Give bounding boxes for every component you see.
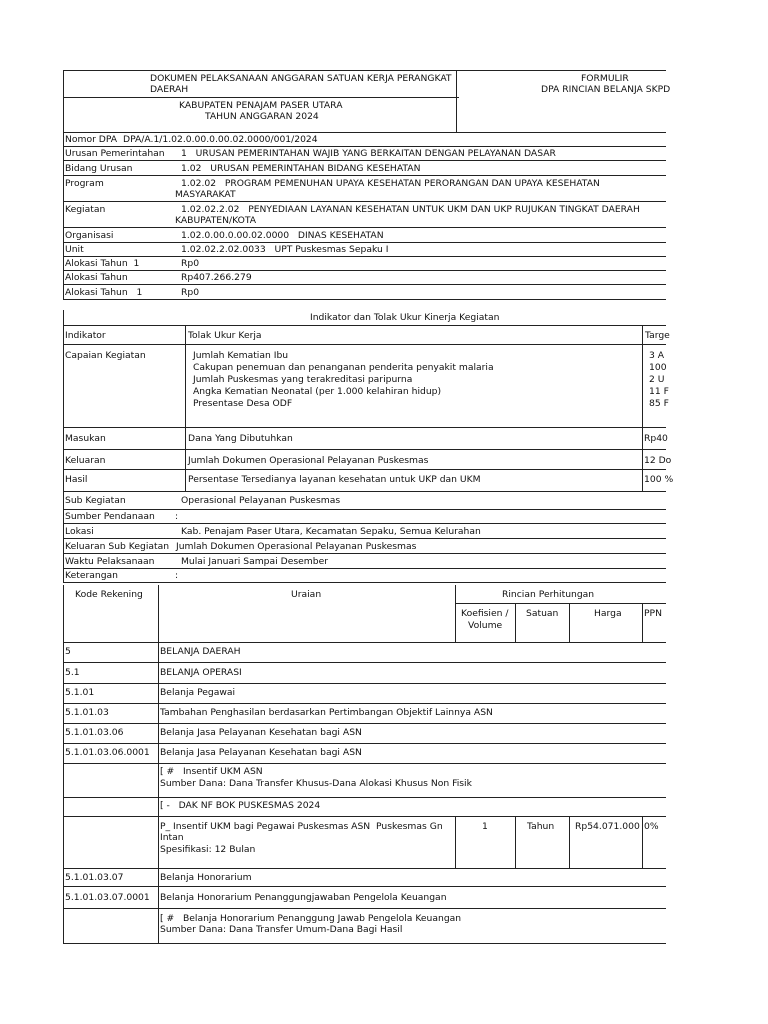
uraian-cell: Belanja Honorarium Penanggungjawaban Pengelola Keuangan xyxy=(160,892,447,903)
item-ppn: 0% xyxy=(644,821,659,832)
info-section xyxy=(63,133,666,300)
group-source: Sumber Dana: Dana Transfer Umum-Dana Bagi Hasil xyxy=(160,924,403,935)
hasil-label: Hasil xyxy=(65,474,88,485)
doc-title-line2: DAERAH xyxy=(150,84,189,95)
info-value: Rp0 xyxy=(181,287,200,298)
table-group-row xyxy=(64,798,666,817)
rincian-header: Rincian Perhitungan xyxy=(502,589,595,600)
info-label: Program xyxy=(65,178,104,189)
tolak-ukur-col-header: Tolak Ukur Kerja xyxy=(188,330,262,341)
item-koefisien: 1 xyxy=(482,821,488,832)
info-value: 1.02.02.2.02 PENYEDIAAN LAYANAN KESEHATAN UNTUK UKM DAN UKP RUJUKAN TINGKAT DAERAH xyxy=(181,204,640,215)
sub-label: Keterangan xyxy=(65,570,118,581)
indikator-col-header: Indikator xyxy=(65,330,106,341)
kode-cell: 5.1.01.03.07.0001 xyxy=(65,892,150,903)
kode-cell: 5.1.01.03.06 xyxy=(65,727,124,738)
hasil-row xyxy=(64,470,674,492)
uraian-cell: Belanja Pegawai xyxy=(160,687,236,698)
sub-value: : xyxy=(175,511,179,522)
indikator-title-row xyxy=(64,310,666,326)
kode-cell: 5.1.01.03.06.0001 xyxy=(65,747,150,758)
header-divider-h xyxy=(64,97,459,98)
indikator-section-title: Indikator dan Tolak Ukur Kinerja Kegiatan xyxy=(310,312,500,323)
info-value: 1.02.02 PROGRAM PEMENUHAN UPAYA KESEHATAN PERORANGAN DAN UPAYA KESEHATAN xyxy=(181,178,600,189)
info-row-unit xyxy=(64,243,666,257)
info-value: 1.02 URUSAN PEMERINTAHAN BIDANG KESEHATAN xyxy=(181,163,421,174)
info-row-urusan xyxy=(64,147,666,161)
table-group-row xyxy=(64,764,666,798)
doc-title-line1: DOKUMEN PELAKSANAAN ANGGARAN SATUAN KERJA PERANGKAT xyxy=(150,73,452,84)
volume-header: Volume xyxy=(468,620,503,631)
keluaran-value: Jumlah Dokumen Operasional Pelayanan Puskesmas xyxy=(188,455,429,466)
uraian-cell: BELANJA OPERASI xyxy=(160,667,242,678)
info-row-alokasi-2 xyxy=(64,285,666,300)
tahun-anggaran-label: TAHUN ANGGARAN 2024 xyxy=(205,111,319,122)
info-label: Alokasi Tahun 1 xyxy=(65,258,140,269)
header-divider-v xyxy=(456,71,457,132)
uraian-header: Uraian xyxy=(291,589,322,600)
sub-label: Sumber Pendanaan xyxy=(65,511,155,522)
uraian-cell: BELANJA DAERAH xyxy=(160,646,241,657)
info-value: Rp407.266.279 xyxy=(181,272,252,283)
capaian-item: Jumlah Kematian Ibu xyxy=(193,350,289,361)
capaian-target: 3 A xyxy=(649,350,665,361)
kabupaten-label: KABUPATEN PENAJAM PASER UTARA xyxy=(179,100,343,111)
keluaran-row xyxy=(64,450,672,470)
capaian-item: Jumlah Puskesmas yang terakreditasi paripurna xyxy=(193,374,413,385)
formulir-label: FORMULIR xyxy=(581,73,629,84)
table-row xyxy=(64,887,666,909)
info-row-kegiatan xyxy=(64,202,666,228)
sub-label: Lokasi xyxy=(65,526,94,537)
sub-value: Operasional Pelayanan Puskesmas xyxy=(181,495,341,506)
kode-cell: 5 xyxy=(65,646,71,657)
target-col-header: Targe xyxy=(645,330,670,341)
capaian-row xyxy=(64,345,669,428)
capaian-item: Presentase Desa ODF xyxy=(193,398,293,409)
masukan-label: Masukan xyxy=(65,433,106,444)
capaian-item: Cakupan penemuan dan penanganan penderita penyakit malaria xyxy=(193,362,494,373)
satuan-header: Satuan xyxy=(526,608,559,619)
item-spec: Spesifikasi: 12 Bulan xyxy=(160,844,256,855)
info-value: 1.02.0.00.0.00.02.0000 DINAS KESEHATAN xyxy=(181,230,384,241)
sub-row-lokasi xyxy=(64,524,666,539)
uraian-cell: Belanja Jasa Pelayanan Kesehatan bagi ASN xyxy=(160,727,362,738)
item-name: P_ Insentif UKM bagi Pegawai Puskesmas ASN Puskesmas Gn xyxy=(160,821,443,832)
capaian-target: 2 U xyxy=(649,374,665,385)
hasil-target: 100 % xyxy=(644,474,674,485)
info-label: Organisasi xyxy=(65,230,114,241)
item-harga: Rp54.071.000 xyxy=(575,821,640,832)
info-row-organisasi xyxy=(64,228,666,243)
uraian-cell: Belanja Honorarium xyxy=(160,872,252,883)
sub-row-waktu xyxy=(64,554,666,569)
capaian-target: 100 xyxy=(649,362,667,373)
harga-header: Harga xyxy=(594,608,622,619)
info-value: 1 URUSAN PEMERINTAHAN WAJIB YANG BERKAITAN DENGAN PELAYANAN DASAR xyxy=(181,148,556,159)
formulir-name: DPA RINCIAN BELANJA SKPD xyxy=(541,84,671,95)
header-block xyxy=(63,70,671,133)
kode-cell: 5.1 xyxy=(65,667,80,678)
table-header xyxy=(64,585,666,643)
group-title: [ - DAK NF BOK PUSKESMAS 2024 xyxy=(160,800,321,811)
info-label: Alokasi Tahun xyxy=(65,272,128,283)
uraian-cell: Tambahan Penghasilan berdasarkan Pertimbangan Objektif Lainnya ASN xyxy=(160,707,493,718)
table-row xyxy=(64,744,666,764)
table-row xyxy=(64,724,666,744)
info-label: Kegiatan xyxy=(65,204,106,215)
capaian-target: 11 F xyxy=(649,386,669,397)
indikator-section xyxy=(63,310,674,492)
table-row xyxy=(64,663,666,684)
indikator-header-row xyxy=(64,326,670,345)
table-row xyxy=(64,869,666,887)
info-label: Bidang Urusan xyxy=(65,163,133,174)
info-label: Alokasi Tahun 1 xyxy=(65,287,143,298)
capaian-label: Capaian Kegiatan xyxy=(65,350,146,361)
capaian-target: 85 F xyxy=(649,398,669,409)
sub-label: Keluaran Sub Kegiatan xyxy=(65,541,170,552)
info-value: DPA/A.1/1.02.0.00.0.00.02.0000/001/2024 xyxy=(123,134,318,145)
table-row xyxy=(64,643,666,663)
item-name-cont: Intan xyxy=(160,832,184,843)
info-label: Urusan Pemerintahan xyxy=(65,148,165,159)
info-value: 1.02.02.2.02.0033 UPT Puskesmas Sepaku I xyxy=(181,244,389,255)
sub-row-keterangan xyxy=(64,569,666,583)
table-row xyxy=(64,704,666,724)
info-row-alokasi-1 xyxy=(64,257,666,271)
info-row-alokasi xyxy=(64,271,666,285)
hasil-value: Persentase Tersedianya layanan kesehatan untuk UKP dan UKM xyxy=(188,474,481,485)
kode-cell: 5.1.01.03 xyxy=(65,707,109,718)
info-value-cont: MASYARAKAT xyxy=(175,189,236,200)
sub-label: Sub Kegiatan xyxy=(65,495,126,506)
sub-value: : xyxy=(175,570,179,581)
masukan-row xyxy=(64,428,666,450)
uraian-cell: Belanja Jasa Pelayanan Kesehatan bagi ASN xyxy=(160,747,362,758)
info-row-bidang xyxy=(64,161,666,176)
sub-value: Mulai Januari Sampai Desember xyxy=(181,556,328,567)
item-satuan: Tahun xyxy=(527,821,555,832)
kode-rekening-header: Kode Rekening xyxy=(75,589,143,600)
info-label: Nomor DPA xyxy=(65,134,118,145)
sub-value: Kab. Penajam Paser Utara, Kecamatan Sepaku, Semua Kelurahan xyxy=(181,526,481,537)
sub-row-sumber xyxy=(64,510,666,524)
ppn-header: PPN xyxy=(644,608,662,619)
keluaran-label: Keluaran xyxy=(65,455,106,466)
info-value: Rp0 xyxy=(181,258,200,269)
rincian-table xyxy=(63,585,666,944)
group-title: [ # Insentif UKM ASN xyxy=(160,766,263,777)
kode-cell: 5.1.01 xyxy=(65,687,95,698)
info-row-program xyxy=(64,176,666,202)
table-item-row xyxy=(64,817,666,869)
info-row-nomor xyxy=(64,133,666,147)
sub-label: Waktu Pelaksanaan xyxy=(65,556,155,567)
info-value-cont: KABUPATEN/KOTA xyxy=(175,215,257,226)
group-title: [ # Belanja Honorarium Penanggung Jawab Pengelola Keuangan xyxy=(160,913,462,924)
masukan-target: Rp40 xyxy=(644,433,668,444)
capaian-item: Angka Kematian Neonatal (per 1.000 kelahiran hidup) xyxy=(193,386,442,397)
sub-row-sub-kegiatan xyxy=(64,492,666,510)
table-row xyxy=(64,684,666,704)
kode-cell: 5.1.01.03.07 xyxy=(65,872,124,883)
sub-row-keluaran xyxy=(64,539,666,554)
table-group-row xyxy=(64,909,666,944)
sub-kegiatan-section xyxy=(63,492,666,583)
masukan-value: Dana Yang Dibutuhkan xyxy=(188,433,293,444)
koefisien-header: Koefisien / xyxy=(461,608,509,619)
info-label: Unit xyxy=(65,244,84,255)
keluaran-target: 12 Do xyxy=(644,455,672,466)
sub-value: Jumlah Dokumen Operasional Pelayanan Puskesmas xyxy=(176,541,417,552)
group-source: Sumber Dana: Dana Transfer Khusus-Dana Alokasi Khusus Non Fisik xyxy=(160,778,472,789)
